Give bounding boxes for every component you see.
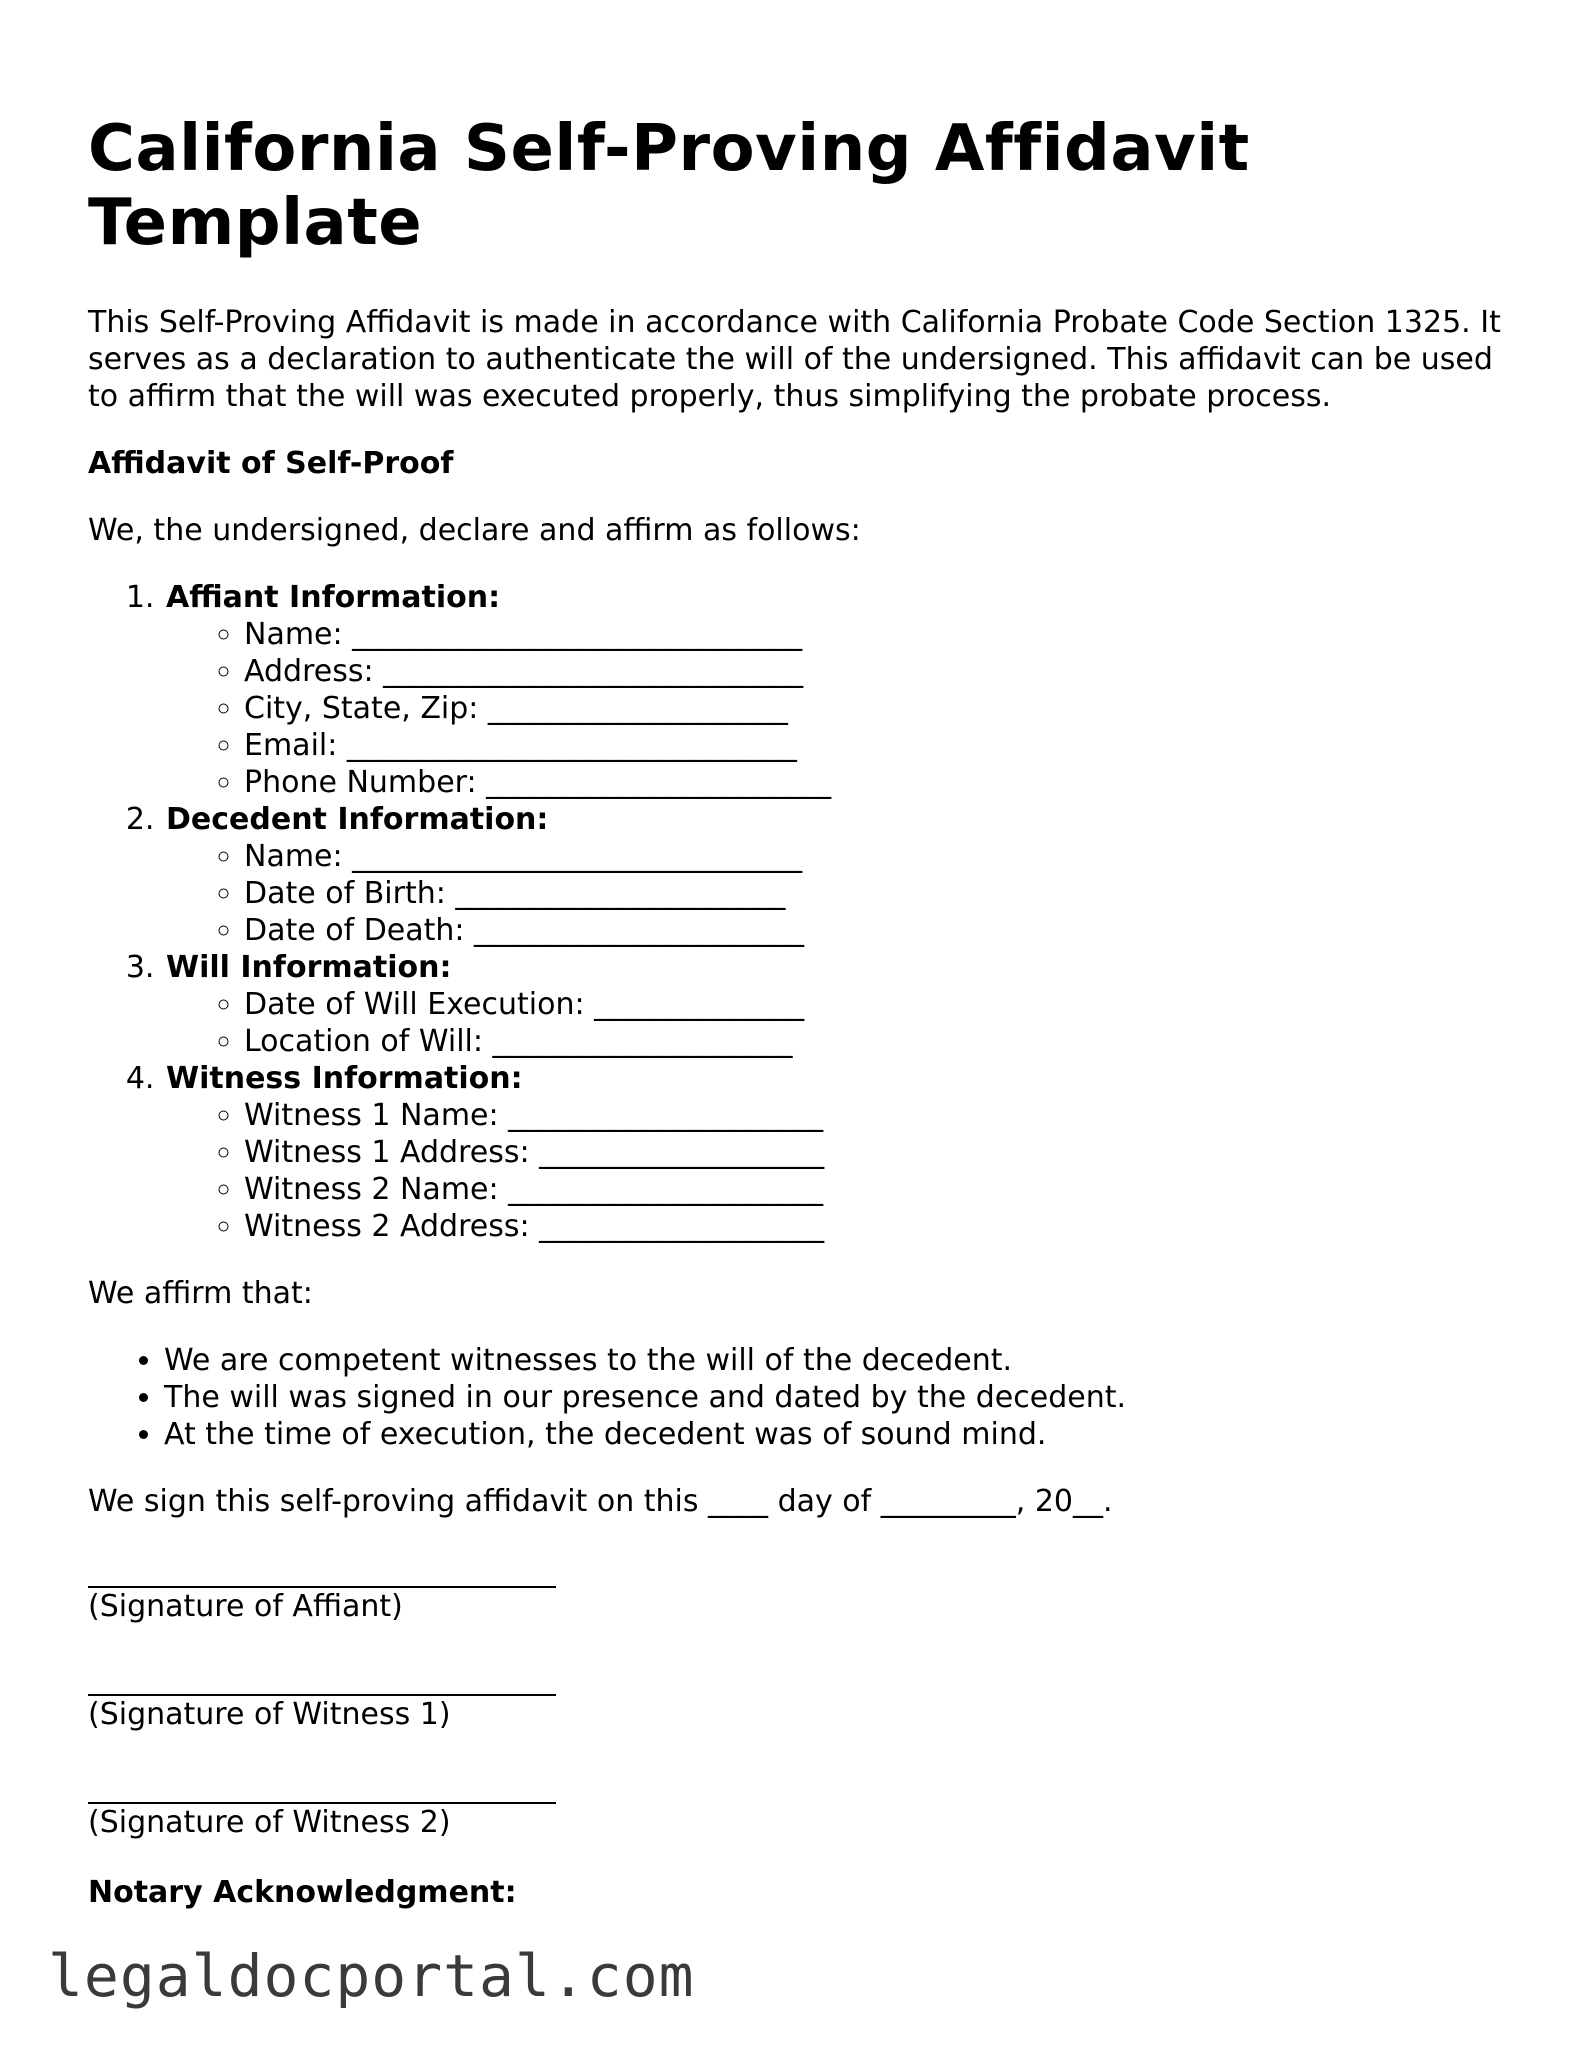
field-witness2-address: ◦ Witness 2 Address: ___________________	[244, 1208, 1508, 1245]
document-page	[88, 112, 1508, 1941]
field-affiant-address: ◦ Address: ____________________________	[244, 653, 1508, 690]
signature-witness-1	[88, 1658, 1508, 1733]
signature-witness-2	[88, 1766, 1508, 1841]
section-heading: Affidavit of Self-Proof	[88, 446, 454, 481]
section-witness	[164, 1060, 1508, 1245]
signature-line	[88, 1658, 556, 1696]
signature-line	[88, 1550, 556, 1588]
signature-label: (Signature of Witness 2)	[88, 1805, 451, 1840]
signature-label: (Signature of Affiant)	[88, 1589, 403, 1624]
intro-paragraph: This Self-Proving Affidavit is made in accordance with California Probate Code Section 1325. It serves as a declaration to authenticate the will of the undersigned. This affidavit can be used to affirm that the will was executed properly, thus simplifying the probate process.	[88, 305, 1501, 414]
field-decedent-birth: ◦ Date of Birth: ______________________	[244, 875, 1508, 912]
information-sections	[88, 579, 1508, 1245]
will-fields	[166, 986, 1508, 1060]
watermark: legaldocportal.com	[48, 1942, 695, 2010]
field-decedent-death: ◦ Date of Death: ______________________	[244, 912, 1508, 949]
field-witness1-address: ◦ Witness 1 Address: ___________________	[244, 1134, 1508, 1171]
section-heading-witness: Witness Information:	[166, 1061, 523, 1096]
sign-statement: We sign this self-proving affidavit on this ____ day of _________, 20__.	[88, 1484, 1113, 1519]
field-will-date: ◦ Date of Will Execution: ______________	[244, 986, 1508, 1023]
decedent-fields	[166, 838, 1508, 949]
section-heading-affiant: Affiant Information:	[166, 580, 501, 615]
field-affiant-phone: ◦ Phone Number: _______________________	[244, 764, 1508, 801]
affirmation-item: • The will was signed in our presence and dated by the decedent.	[164, 1379, 1508, 1416]
section-heading-will: Will Information:	[166, 950, 452, 985]
signature-affiant	[88, 1550, 1508, 1625]
witness-fields	[166, 1097, 1508, 1245]
notary-heading: Notary Acknowledgment:	[88, 1875, 517, 1910]
section-heading-decedent: Decedent Information:	[166, 802, 549, 837]
affiant-fields	[166, 616, 1508, 801]
declaration-text: We, the undersigned, declare and affirm as follows:	[88, 513, 861, 548]
signature-label: (Signature of Witness 1)	[88, 1697, 451, 1732]
section-decedent	[164, 801, 1508, 949]
field-decedent-name: ◦ Name: ______________________________	[244, 838, 1508, 875]
section-affiant	[164, 579, 1508, 801]
field-affiant-city-state-zip: ◦ City, State, Zip: ____________________	[244, 690, 1508, 727]
field-witness2-name: ◦ Witness 2 Name: _____________________	[244, 1171, 1508, 1208]
document-title: California Self-Proving Affidavit Template	[88, 112, 1250, 260]
affirmation-item: • We are competent witnesses to the will of the decedent.	[164, 1342, 1508, 1379]
affirmation-list	[88, 1342, 1508, 1453]
field-witness1-name: ◦ Witness 1 Name: _____________________	[244, 1097, 1508, 1134]
affirmation-item: • At the time of execution, the decedent was of sound mind.	[164, 1416, 1508, 1453]
field-affiant-name: ◦ Name: ______________________________	[244, 616, 1508, 653]
field-affiant-email: ◦ Email: ______________________________	[244, 727, 1508, 764]
affirm-intro: We affirm that:	[88, 1276, 313, 1311]
field-will-location: ◦ Location of Will: ____________________	[244, 1023, 1508, 1060]
signature-line	[88, 1766, 556, 1804]
section-will	[164, 949, 1508, 1060]
